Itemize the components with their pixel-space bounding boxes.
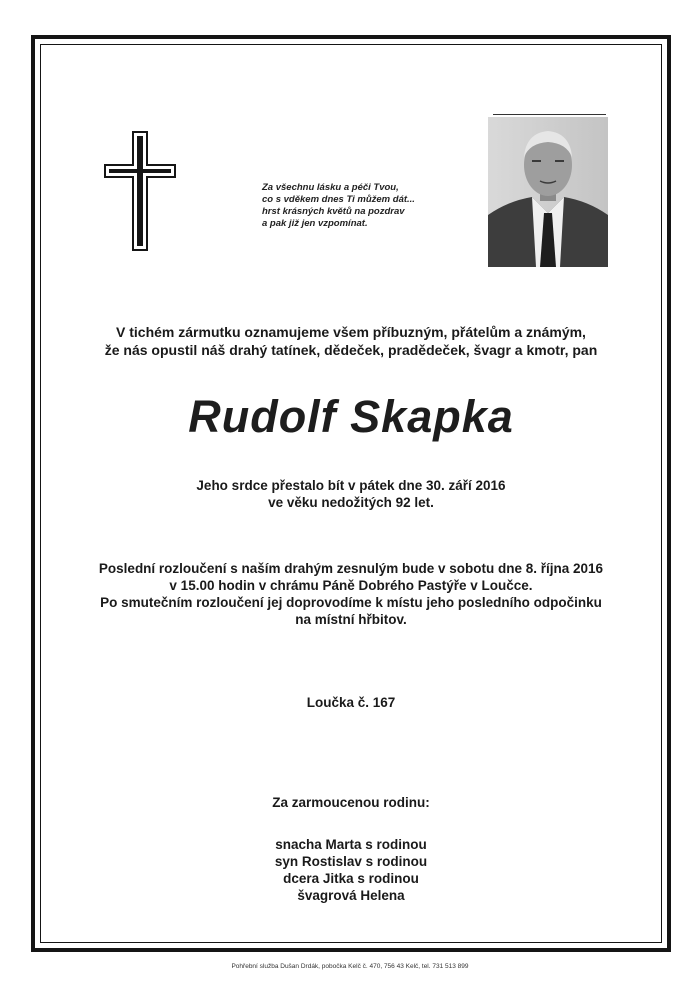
portrait-photo — [488, 117, 608, 267]
funeral-service-footer: Pohřební služba Dušan Drdák, pobočka Kelč č. 470, 756 43 Kelč, tel. 731 513 899 — [231, 963, 469, 970]
family-member: syn Rostislav s rodinou — [274, 854, 428, 869]
poem-line: Za všechnu lásku a péči Tvou, — [262, 182, 399, 193]
funeral-line: v 15.00 hodin v chrámu Páně Dobrého Pastýře v Loučce. — [169, 578, 533, 593]
announcement-text — [40, 323, 662, 359]
family-member: švagrová Helena — [297, 888, 405, 903]
funeral-details — [40, 560, 662, 628]
death-line: Jeho srdce přestalo bít v pátek dne 30. září 2016 — [196, 478, 506, 493]
memorial-poem — [262, 182, 462, 230]
poem-line: hrst krásných květů na pozdrav — [262, 206, 405, 217]
family-address: Loučka č. 167 — [306, 695, 396, 710]
funeral-line: na místní hřbitov. — [295, 612, 407, 627]
death-details — [40, 477, 662, 511]
family-members-list — [40, 836, 662, 904]
deceased-name: Rudolf Skapka — [188, 391, 514, 442]
announcement-line: V tichém zármutku oznamujeme všem příbuzným, přátelům a známým, — [116, 324, 586, 340]
poem-line: a pak již jen vzpomínat. — [262, 218, 368, 229]
family-heading: Za zarmoucenou rodinu: — [272, 795, 430, 810]
family-member: snacha Marta s rodinou — [275, 837, 427, 852]
death-line: ve věku nedožitých 92 let. — [268, 495, 434, 510]
funeral-line: Po smutečním rozloučení jej doprovodíme k místu jeho posledního odpočinku — [100, 595, 602, 610]
photo-top-rule — [493, 114, 606, 115]
cross-icon — [104, 131, 176, 251]
funeral-line: Poslední rozloučení s naším drahým zesnulým bude v sobotu dne 8. října 2016 — [98, 561, 604, 576]
family-member: dcera Jitka s rodinou — [283, 871, 419, 886]
poem-line: co s vděkem dnes Ti můžem dát... — [262, 194, 415, 205]
announcement-line: že nás opustil náš drahý tatínek, dědeček, pradědeček, švagr a kmotr, pan — [104, 342, 598, 358]
